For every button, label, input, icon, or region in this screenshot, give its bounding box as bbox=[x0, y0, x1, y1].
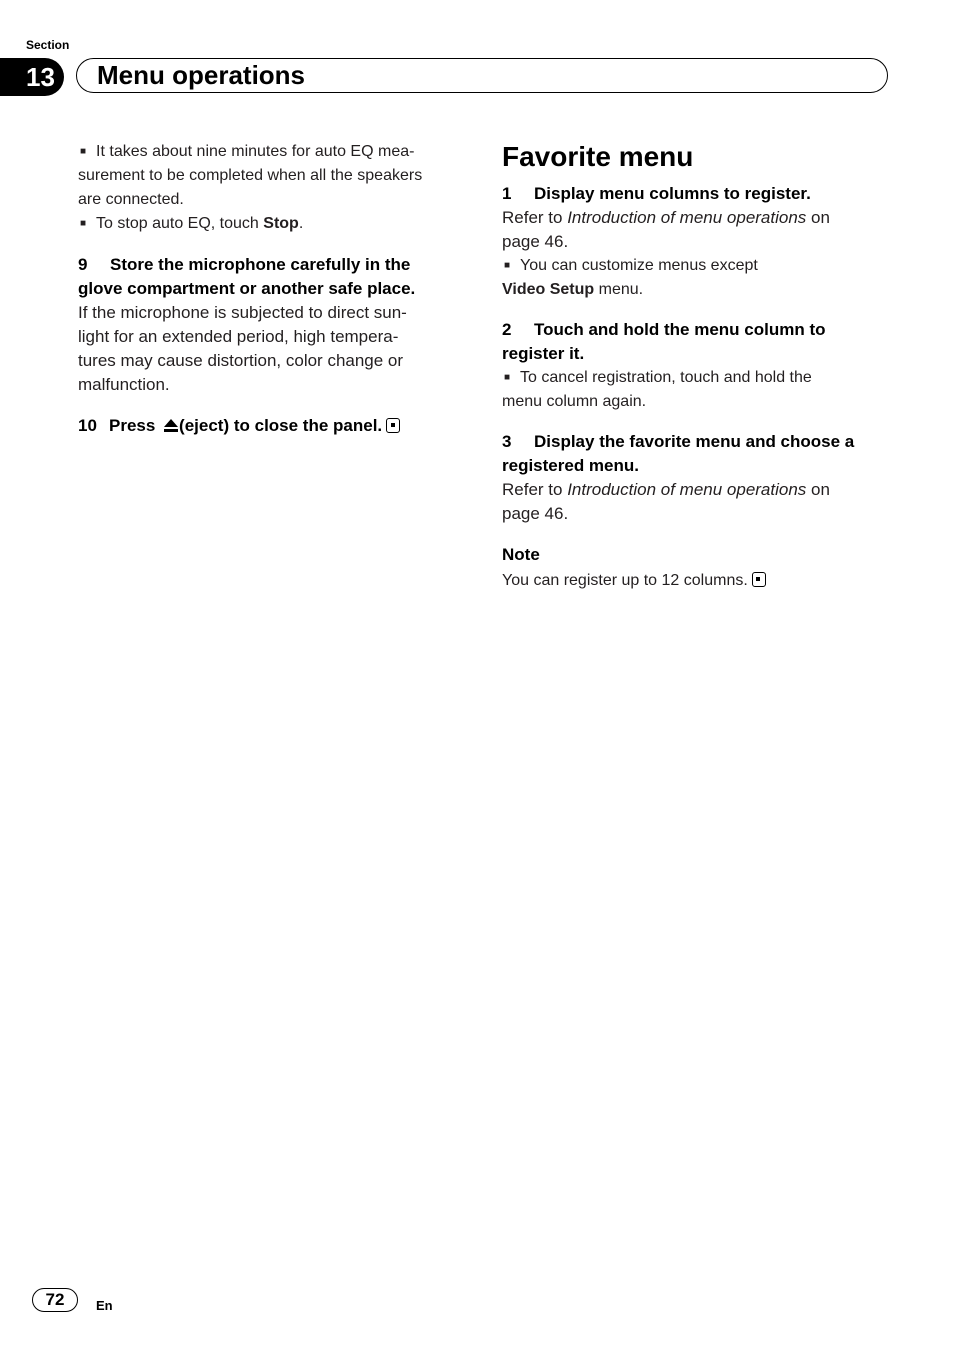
step-title-line: registered menu. bbox=[502, 456, 639, 475]
bullet-end: menu. bbox=[594, 281, 644, 298]
refer-page: page 46. bbox=[502, 504, 569, 523]
step-9-body bbox=[78, 301, 458, 397]
step-title-line: glove compartment or another safe place. bbox=[78, 279, 416, 298]
step-text-pre: Press bbox=[109, 416, 161, 435]
refer-text: on bbox=[806, 208, 830, 227]
step-number: 9 bbox=[78, 255, 88, 274]
step-1-refer bbox=[502, 206, 892, 254]
refer-text: on bbox=[806, 480, 830, 499]
bullet-stop-auto-eq bbox=[78, 212, 458, 236]
step-title-line: Touch and hold the menu column to bbox=[534, 320, 826, 339]
bullet-auto-eq-time bbox=[78, 140, 458, 212]
body-line: If the microphone is subjected to direct sun- bbox=[78, 303, 407, 322]
note-body bbox=[502, 569, 892, 593]
right-column bbox=[502, 140, 892, 593]
reference-title: Introduction of menu operations bbox=[567, 480, 807, 499]
bullet-line: surement to be completed when all the speakers bbox=[78, 167, 423, 184]
eject-icon bbox=[164, 419, 178, 432]
step-number: 1 bbox=[502, 184, 512, 203]
favorite-menu-heading: Favorite menu bbox=[502, 141, 694, 172]
bullet-line: menu column again. bbox=[502, 393, 647, 410]
bullet-line: are connected. bbox=[78, 191, 184, 208]
step-title-line: Store the microphone carefully in the bbox=[110, 255, 411, 274]
step-number: 10 bbox=[78, 416, 97, 435]
step-title-line: Display the favorite menu and choose a bbox=[534, 432, 855, 451]
square-bullet-icon: ■ bbox=[504, 372, 511, 383]
step-number: 2 bbox=[502, 320, 512, 339]
bullet-line: To cancel registration, touch and hold the bbox=[520, 369, 812, 386]
refer-text: Refer to bbox=[502, 480, 568, 499]
bullet-line: It takes about nine minutes for auto EQ mea- bbox=[96, 143, 415, 160]
body-line: tures may cause distortion, color change or bbox=[78, 351, 404, 370]
section-title-box bbox=[76, 58, 888, 93]
step-10-heading bbox=[78, 414, 458, 438]
section-label: Section bbox=[26, 38, 70, 52]
step-text-post: (eject) to close the panel. bbox=[179, 416, 383, 435]
body-line: malfunction. bbox=[78, 375, 170, 394]
square-bullet-icon: ■ bbox=[80, 218, 87, 229]
note-heading: Note bbox=[502, 545, 540, 564]
bullet-text: You can customize menus except bbox=[520, 257, 758, 274]
end-of-section-icon bbox=[752, 572, 766, 587]
refer-page: page 46. bbox=[502, 232, 569, 251]
step-3-heading bbox=[502, 430, 892, 478]
square-bullet-icon: ■ bbox=[504, 260, 511, 271]
step-number: 3 bbox=[502, 432, 512, 451]
step-9-heading bbox=[78, 253, 458, 301]
square-bullet-icon: ■ bbox=[80, 146, 87, 157]
note-text: You can register up to 12 columns. bbox=[502, 572, 748, 589]
bullet-text: To stop auto EQ, touch bbox=[96, 215, 264, 232]
section-title: Menu operations bbox=[97, 60, 306, 90]
step-title-line: register it. bbox=[502, 344, 585, 363]
refer-text: Refer to bbox=[502, 208, 568, 227]
stop-keyword: Stop bbox=[263, 215, 299, 232]
language-label: En bbox=[96, 1298, 113, 1313]
step-2-heading bbox=[502, 318, 892, 366]
step-3-refer bbox=[502, 478, 892, 526]
bullet-cancel-registration bbox=[502, 366, 892, 414]
reference-title: Introduction of menu operations bbox=[567, 208, 807, 227]
step-title: Display menu columns to register. bbox=[534, 184, 811, 203]
step-1-heading bbox=[502, 182, 892, 206]
section-number-tab: 13 bbox=[0, 58, 64, 96]
left-column bbox=[78, 140, 458, 438]
bullet-customize-menus bbox=[502, 254, 892, 302]
body-line: light for an extended period, high tempera- bbox=[78, 327, 399, 346]
page-number: 72 bbox=[32, 1288, 78, 1312]
video-setup-keyword: Video Setup bbox=[502, 281, 595, 298]
end-of-section-icon bbox=[386, 418, 400, 433]
bullet-end: . bbox=[298, 215, 304, 232]
